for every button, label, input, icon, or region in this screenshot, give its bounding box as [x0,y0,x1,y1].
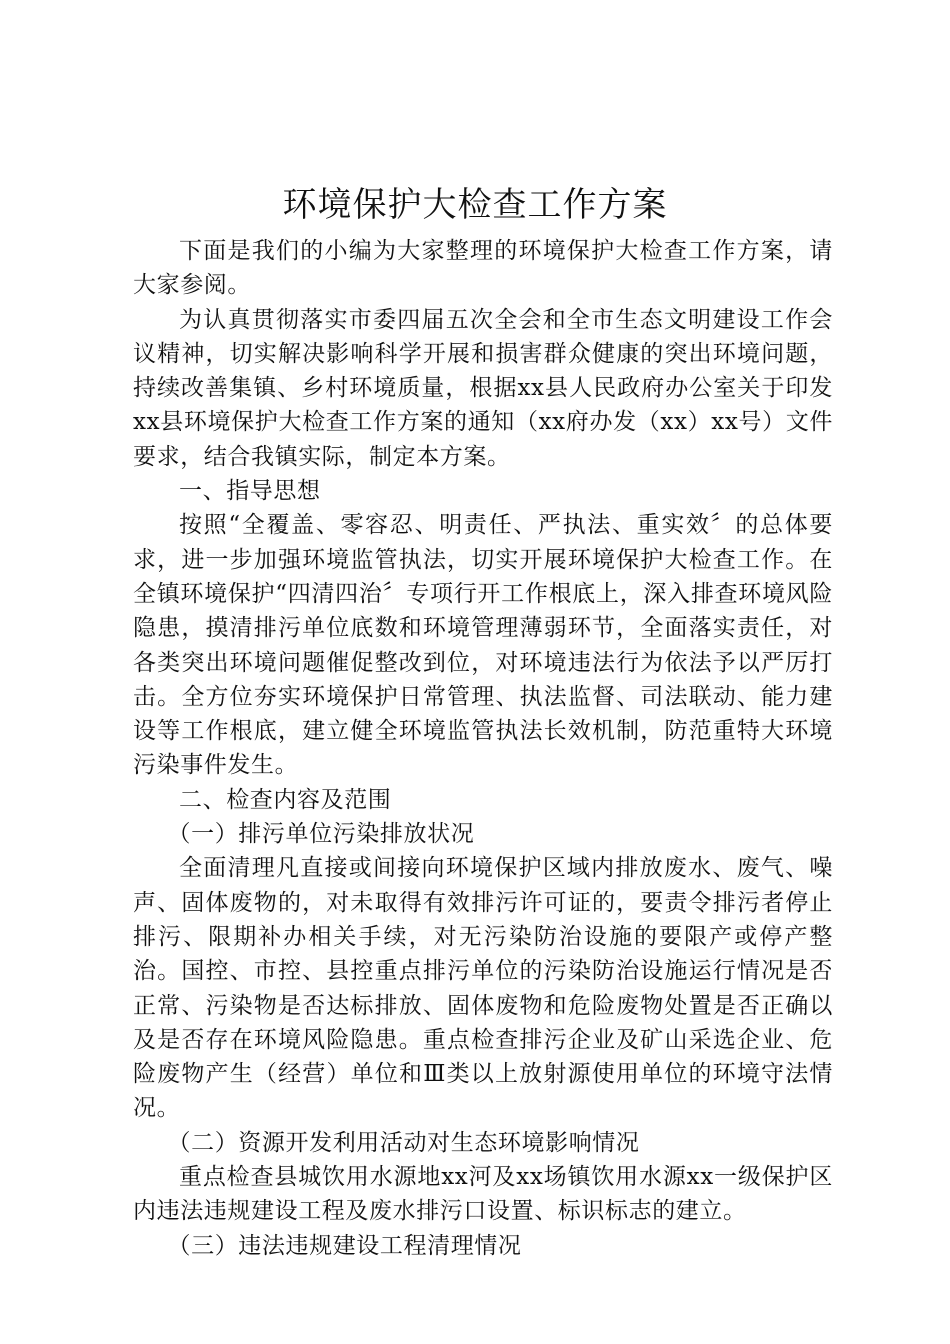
section-heading-guiding-ideology: 一、指导思想 [179,478,321,505]
document-title: 环境保护大检查工作方案 [282,185,668,225]
subsection-heading-pollution-discharge: （一）排污单位污染排放状况 [167,821,475,848]
subsection-heading-illegal-construction: （三）违法违规建设工程清理情况 [167,1232,522,1259]
resource-development-paragraph: 重点检查县城饮用水源地xx河及xx场镇饮用水源xx一级保护区内违法违规建设工程及废水排污口设置、标识标志的建立。 [133,1164,833,1225]
guiding-ideology-paragraph: 按照“全覆盖、零容忍、明责任、严执法、重实效〞的总体要求，进一步加强环境监管执法，切实开展环境保护大检查工作。在全镇环境保护“四清四治〞专项行开工作根底上，深入排查环境风险隐患，摸清排污单位底数和环境管理薄弱环节，全面落实责任，对各类突出环境问题催促整改到位，对环境违法行为依法予以严厉打击。全方位夯实环境保护日常管理、执法监督、司法联动、能力建设等工作根底，建立健全环境监管执法长效机制，防范重特大环境污染事件发生。 [133,512,833,779]
intro-paragraph: 下面是我们的小编为大家整理的环境保护大检查工作方案，请大家参阅。 [133,238,833,299]
purpose-paragraph: 为认真贯彻落实市委四届五次全会和全市生态文明建设工作会议精神，切实解决影响科学开展和损害群众健康的突出环境问题，持续改善集镇、乡村环境质量，根据xx县人民政府办公室关于印发xx县环境保护大检查工作方案的通知（xx府办发（xx）xx号）文件要求，结合我镇实际，制定本方案。 [133,306,833,470]
pollution-discharge-paragraph: 全面清理凡直接或间接向环境保护区域内排放废水、废气、噪声、固体废物的，对未取得有效排污许可证的，要责令排污者停止排污、限期补办相关手续，对无污染防治设施的要限产或停产整治。国控、市控、县控重点排污单位的污染防治设施运行情况是否正常、污染物是否达标排放、固体废物和危险废物处置是否正确以及是否存在环境风险隐患。重点检查排污企业及矿山采选企业、危险废物产生（经营）单位和Ⅲ类以上放射源使用单位的环境守法情况。 [133,855,833,1122]
document-body [133,234,833,1263]
section-heading-inspection-scope: 二、检查内容及范围 [179,786,392,813]
subsection-heading-resource-development: （二）资源开发利用活动对生态环境影响情况 [167,1129,640,1156]
